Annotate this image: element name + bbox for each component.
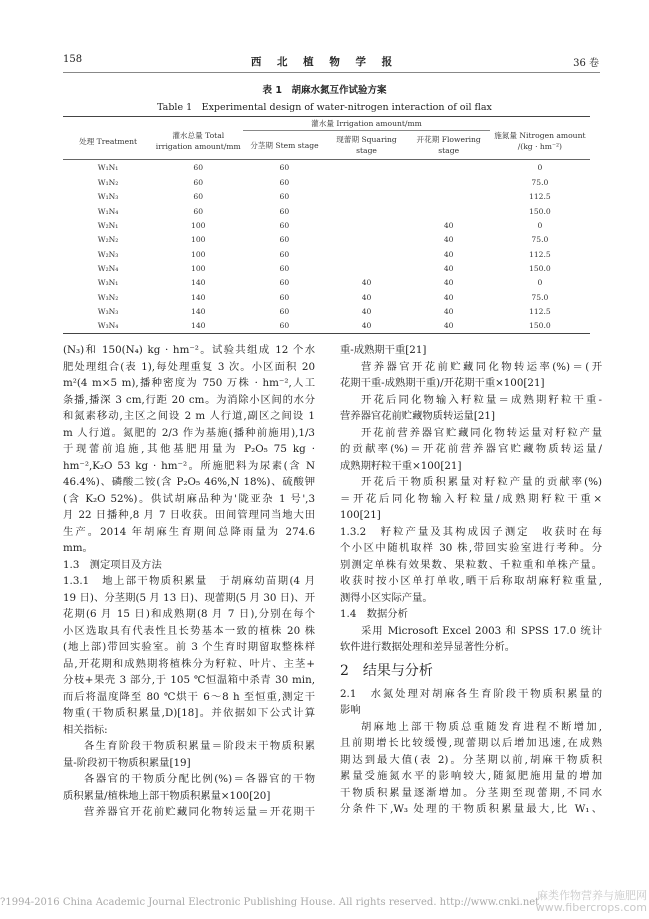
table-cell: 140: [190, 306, 206, 316]
table-cell: 60: [279, 321, 290, 331]
table-cell: W₂N₁: [97, 221, 119, 231]
table-cell: 60: [279, 263, 290, 273]
text-line: 分枝+果壳 3 部分,于 105 ℃恒温箱中杀青 30 min,: [63, 674, 315, 686]
table-cell: 75.0: [531, 292, 549, 302]
table-cell: 60: [279, 306, 290, 316]
text-line: 而后将温度降至 80 ℃烘干 6～8 h 至恒重,测定干: [63, 690, 315, 703]
table-row: [63, 261, 590, 275]
table-cell: W₁N₄: [97, 206, 119, 216]
table-cell: [325, 190, 407, 204]
table-cell: [325, 204, 407, 218]
text-line: 成熟期籽粒干重×100[21]: [340, 459, 462, 472]
table-caption-en: Table 1 Experimental design of water-nitrogen interaction of oil flax: [157, 102, 492, 113]
text-line: 开花后干物质积累量对籽粒产量的贡献率(%): [361, 476, 602, 488]
text-line: 1.3 测定项目及方法: [63, 558, 162, 571]
text-line: 影响: [340, 704, 361, 716]
text-line: 肥处理组合(表 1),每处理重复 3 次。小区面积 20: [63, 360, 315, 373]
watermark-line2: www.fibercrops.com: [535, 901, 647, 914]
table-cell: 40: [443, 235, 454, 245]
table-cell: 40: [443, 278, 454, 288]
table-cell: 150.0: [528, 206, 551, 216]
text-line: 100[21]: [340, 509, 381, 521]
text-line: 各生育阶段干物质积累量＝阶段末干物质积累: [84, 740, 315, 752]
table-cell: 40: [443, 249, 454, 259]
header-stem-stage: 分茎期 Stem stage: [250, 140, 319, 150]
text-line: 营养器官开花前贮藏同化物转运率(%)＝(开: [361, 360, 602, 373]
table-row: [63, 247, 590, 261]
table-cell: [325, 218, 407, 232]
table-cell: [408, 204, 490, 218]
table-cell: 60: [279, 163, 290, 173]
text-line: 量-阶段初干物质积累量[19]: [63, 756, 191, 769]
text-line: 营养器官开花前贮藏同化物转运量＝开花期干: [84, 806, 315, 818]
table-cell: 40: [361, 292, 372, 302]
table-cell: 40: [361, 278, 372, 288]
text-line: 小区选取具有代表性且长势基本一致的植株 20 株: [63, 624, 315, 637]
text-line: m 人行道。氮肥的 2/3 作为基施(播种前施用),1/3: [63, 426, 315, 439]
table-cell: W₂N₂: [97, 235, 119, 245]
table-cell: 112.5: [528, 306, 551, 316]
page-number: 158: [63, 54, 83, 65]
right-column-text: [340, 342, 602, 818]
table-cell: 40: [443, 221, 454, 231]
text-line: 采用 Microsoft Excel 2003 和 SPSS 17.0 统计: [361, 624, 602, 637]
text-line: mm。: [63, 542, 93, 554]
text-line: (地上部)带回实验室。前 3 个生育时期留取整株样: [63, 641, 315, 653]
text-line: 条播,播深 3 cm,行距 20 cm。为消除小区间的水分: [63, 393, 315, 406]
text-line: (N₃)和 150(N₄) kg · hm⁻²。试验共组成 12 个水: [63, 344, 315, 356]
text-line: 开花后同化物输入籽粒量＝成熟期籽粒干重-: [361, 393, 602, 406]
header-rule: [63, 72, 600, 73]
table-row: [63, 304, 590, 318]
text-line: 2 结果与分析: [340, 662, 433, 679]
table-cell: 75.0: [531, 178, 549, 188]
table-cell: 100: [190, 221, 206, 231]
text-line: 1.4 数据分析: [340, 608, 408, 620]
table-cell: W₂N₃: [97, 249, 119, 259]
table-cell: 140: [190, 321, 206, 331]
text-line: 花期(6 月 15 日)和成熟期(8 月 7 日),分别在每个: [63, 608, 315, 620]
table-cell: 40: [443, 306, 454, 316]
text-line: 相关指标:: [63, 723, 108, 736]
text-line: 测得小区实际产量。: [340, 591, 433, 604]
header-nitrogen: 施氮量 Nitrogen amount /(kg · hm⁻²): [494, 131, 586, 151]
text-line: 46.4%)、磷酸二铵(含 P₂O₅ 46%,N 18%)、硫酸钾: [63, 476, 315, 488]
table-cell: W₁N₁: [97, 163, 119, 173]
text-line: 的贡献率(%)＝开花前营养器官贮藏物质转运量/: [340, 443, 602, 455]
table-cell: 100: [190, 235, 206, 245]
table-cell: 0: [537, 221, 543, 231]
table-cell: [408, 160, 490, 176]
table-cell: 0: [537, 278, 543, 288]
table-cell: 0: [537, 163, 543, 173]
text-line: 1.3.1 地上部干物质积累量 于胡麻幼苗期(4 月: [63, 575, 315, 587]
table-row: [63, 160, 590, 176]
table-cell: 150.0: [528, 321, 551, 331]
table-cell: 40: [361, 321, 372, 331]
watermark: [536, 890, 647, 914]
table-row: [63, 233, 590, 247]
table-cell: [325, 176, 407, 190]
text-line: 花期干重-成熟期干重)/开花期干重×100[21]: [340, 377, 545, 389]
header-total-irrigation: 灌水总量 Total irrigation amount/mm: [155, 131, 241, 151]
text-line: 个小区中随机取样 30 株,带回实验室进行考种。分: [340, 542, 602, 554]
table-cell: [408, 176, 490, 190]
text-line: 物重(干物质积累量,D)[18]。并依据如下公式计算: [63, 707, 315, 719]
text-line: 期达到最大值(表 2)。分茎期以前,胡麻干物质积: [340, 753, 602, 766]
table-cell: 60: [279, 192, 290, 202]
text-line: 收获时按小区单打单收,晒干后称取胡麻籽粒重量,: [340, 575, 602, 587]
text-line: 质积累量/植株地上部干物质积累量×100[20]: [63, 789, 271, 802]
text-line: 分条件下,W₃ 处理的干物质积累量最大,比 W₁、: [340, 803, 602, 815]
text-line: 和氮素移动,主区之间设 2 m 人行道,副区之间设 1: [63, 410, 315, 422]
text-line: 19 日)、分茎期(5 月 13 日)、现蕾期(5 月 30 日)、开: [63, 591, 315, 604]
table-cell: 112.5: [528, 192, 551, 202]
table-cell: 140: [190, 278, 206, 288]
experimental-design-table: [63, 116, 590, 334]
text-line: ＝开花后同化物输入籽粒量/成熟期籽粒干重×: [340, 492, 602, 505]
text-line: 月 22 日播种,8 月 7 日收获。田间管理同当地大田: [63, 509, 315, 521]
table-cell: W₃N₄: [97, 321, 119, 331]
header-irrigation: 灌水量 Irrigation amount/mm: [243, 117, 489, 131]
text-line: 生产。2014 年胡麻生育期间总降雨量为 274.6: [63, 525, 315, 538]
text-line: 累量受施氮水平的影响较大,随氮肥施用量的增加: [340, 770, 602, 782]
text-line: 品,开花期和成熟期将植株分为籽粒、叶片、主茎+: [63, 657, 315, 670]
table-cell: 60: [279, 292, 290, 302]
text-line: 重-成熟期干重[21]: [340, 344, 427, 356]
text-line: 开花前营养器官贮藏同化物转运量对籽粒产量: [361, 426, 602, 439]
table-cell: 60: [279, 221, 290, 231]
table-cell: 150.0: [528, 263, 551, 273]
header-treatment: 处理 Treatment: [79, 136, 138, 146]
header-flowering-stage: 开花期 Flowering stage: [416, 135, 481, 155]
table-row: [63, 204, 590, 218]
text-line: 2.1 水氮处理对胡麻各生育阶段干物质积累量的: [340, 687, 602, 700]
table-row: [63, 176, 590, 190]
text-line: 别测定单株有效果数、果粒数、千粒重和单株产量。: [340, 558, 602, 571]
text-line: 胡麻地上部干物质总重随发育进程不断增加,: [361, 720, 602, 733]
table-cell: 112.5: [528, 249, 551, 259]
table-cell: 40: [361, 306, 372, 316]
copyright-footer: ?1994-2016 China Academic Journal Electronic Publishing House. All rights reserved. http://www.cnki.net: [0, 897, 540, 908]
table-cell: 100: [190, 263, 206, 273]
table-row: [63, 218, 590, 232]
table-row: [63, 318, 590, 333]
text-line: hm⁻²,K₂O 53 kg · hm⁻²。所施肥料为尿素(含 N: [63, 459, 315, 472]
table-row: [63, 290, 590, 304]
table-cell: [325, 160, 407, 176]
table-cell: 60: [193, 163, 204, 173]
watermark-line1: 麻类作物营养与施肥网: [537, 889, 647, 902]
text-line: 且前期增长比较缓慢,现蕾期以后增加迅速,在成熟: [340, 737, 602, 749]
volume-label: 36 卷: [573, 58, 599, 69]
table-cell: 60: [279, 249, 290, 259]
left-column-text: [63, 342, 315, 821]
text-line: 1.3.2 籽粒产量及其构成因子测定 收获时在每: [340, 525, 602, 538]
text-line: 软件进行数据处理和差异显著性分析。: [340, 641, 516, 653]
table-caption-cn: 表 1 胡麻水氮互作试验方案: [262, 85, 387, 96]
header-squaring-stage: 现蕾期 Squaring stage: [336, 135, 397, 155]
table-cell: [325, 247, 407, 261]
text-line: 于现蕾前追施,其他基肥用量为 P₂O₅ 75 kg ·: [63, 443, 315, 455]
table-cell: 140: [190, 292, 206, 302]
table-cell: 60: [279, 206, 290, 216]
text-line: m²(4 m×5 m),播种密度为 750 万株 · hm⁻²,人工: [63, 377, 315, 389]
table-cell: W₃N₂: [97, 292, 119, 302]
table-cell: W₂N₄: [97, 263, 119, 273]
table-cell: 60: [193, 206, 204, 216]
table-cell: 60: [279, 235, 290, 245]
table-cell: [325, 233, 407, 247]
table-cell: 40: [443, 292, 454, 302]
journal-title: 西 北 植 物 学 报: [250, 56, 399, 68]
table-cell: 40: [443, 321, 454, 331]
table-cell: 60: [193, 192, 204, 202]
table-row: [63, 276, 590, 290]
table-row: [63, 190, 590, 204]
text-line: 各器官的干物质分配比例(%)＝各器官的干物: [84, 773, 315, 785]
table-cell: 40: [443, 263, 454, 273]
table-cell: 60: [279, 278, 290, 288]
text-line: (含 K₂O 52%)。供试胡麻品种为'陇亚杂 1 号',3: [63, 492, 315, 505]
table-cell: 100: [190, 249, 206, 259]
table-cell: W₃N₁: [97, 278, 119, 288]
text-line: 营养器官花前贮藏物质转运量[21]: [340, 410, 495, 422]
table-cell: 60: [279, 178, 290, 188]
table-cell: 60: [193, 178, 204, 188]
text-line: 干物质积累量逐渐增加。分茎期至现蕾期,不同水: [340, 786, 602, 799]
table-cell: [408, 190, 490, 204]
table-cell: W₁N₃: [97, 192, 119, 202]
table-cell: W₁N₂: [97, 178, 119, 188]
table-cell: [325, 261, 407, 275]
table-cell: W₃N₃: [97, 306, 119, 316]
table-cell: 75.0: [531, 235, 549, 245]
